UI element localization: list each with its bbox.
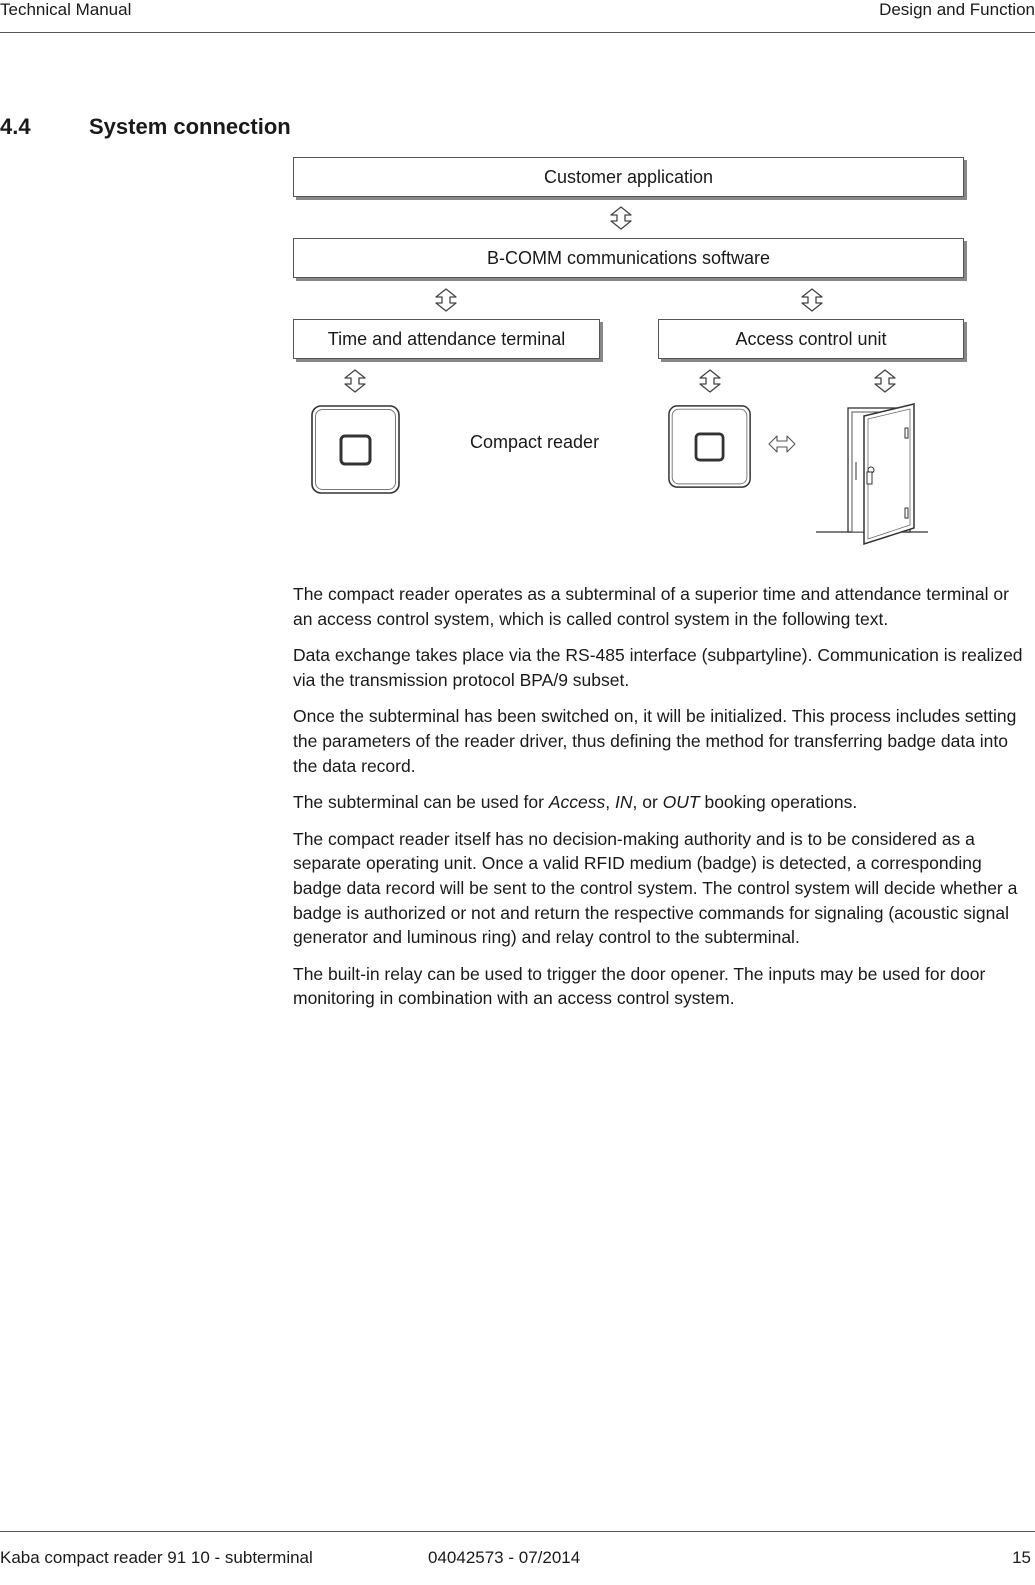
term-out: OUT (662, 792, 700, 813)
bidirectional-arrow-icon (609, 206, 633, 230)
paragraph: The built-in relay can be used to trigger the door opener. The inputs may be used for door monitoring in combination with an access control system. (293, 963, 986, 1009)
time-attendance-terminal-box: Time and attendance terminal (293, 319, 600, 359)
term-in: IN (614, 792, 633, 813)
section-number: 4.4 (0, 114, 31, 139)
header-divider (0, 32, 1035, 33)
footer-divider (0, 1531, 1035, 1532)
bidirectional-arrow-icon (343, 369, 367, 393)
paragraph-booking-operations: The subterminal can be used for Access, IN, or OUT booking operations. (293, 792, 858, 813)
paragraph: Data exchange takes place via the RS-485 interface (subpartyline). Communication is realized via the transmission protocol BPA/9 subset. (293, 645, 1023, 690)
access-control-unit-box: Access control unit (658, 319, 964, 359)
footer-product-name: Kaba compact reader 91 10 - subterminal (0, 1548, 313, 1567)
bidirectional-arrow-icon (873, 369, 897, 393)
footer-document-number: 04042573 - 07/2014 (428, 1548, 581, 1567)
section-title: System connection (89, 114, 291, 139)
header-manual-title: Technical Manual (0, 0, 132, 19)
compact-reader-icon (311, 405, 401, 495)
term-access: Access (548, 792, 606, 813)
bcomm-software-box: B-COMM communications software (293, 238, 964, 278)
body-text (293, 582, 1028, 1023)
compact-reader-icon (668, 405, 752, 489)
bidirectional-arrow-icon (698, 369, 722, 393)
header-chapter-title: Design and Function (879, 0, 1035, 19)
customer-application-box: Customer application (293, 157, 964, 197)
bidirectional-arrow-icon (800, 288, 824, 312)
paragraph: The compact reader operates as a subterminal of a superior time and attendance terminal or an access control system, which is called control system in the following text. (293, 584, 1009, 629)
door-icon (812, 400, 932, 550)
compact-reader-label: Compact reader (470, 432, 600, 452)
paragraph: Once the subterminal has been switched on, it will be initialized. This process includes setting the parameters of the reader driver, thus defining the method for transferring badge data into the data record. (293, 706, 1017, 776)
paragraph: The compact reader itself has no decision-making authority and is to be considered as a separate operating unit. Once a valid RFID medium (badge) is detected, a corresponding badge data record will be sent to the control system. The control system will decide whether a badge is authorized or not and return the respective commands for signaling (acoustic signal generator and luminous ring) and relay control to the subterminal. (293, 828, 1018, 948)
horizontal-bidirectional-arrow-icon (768, 433, 796, 455)
bidirectional-arrow-icon (434, 288, 458, 312)
page-number: 15 (1012, 1548, 1031, 1567)
